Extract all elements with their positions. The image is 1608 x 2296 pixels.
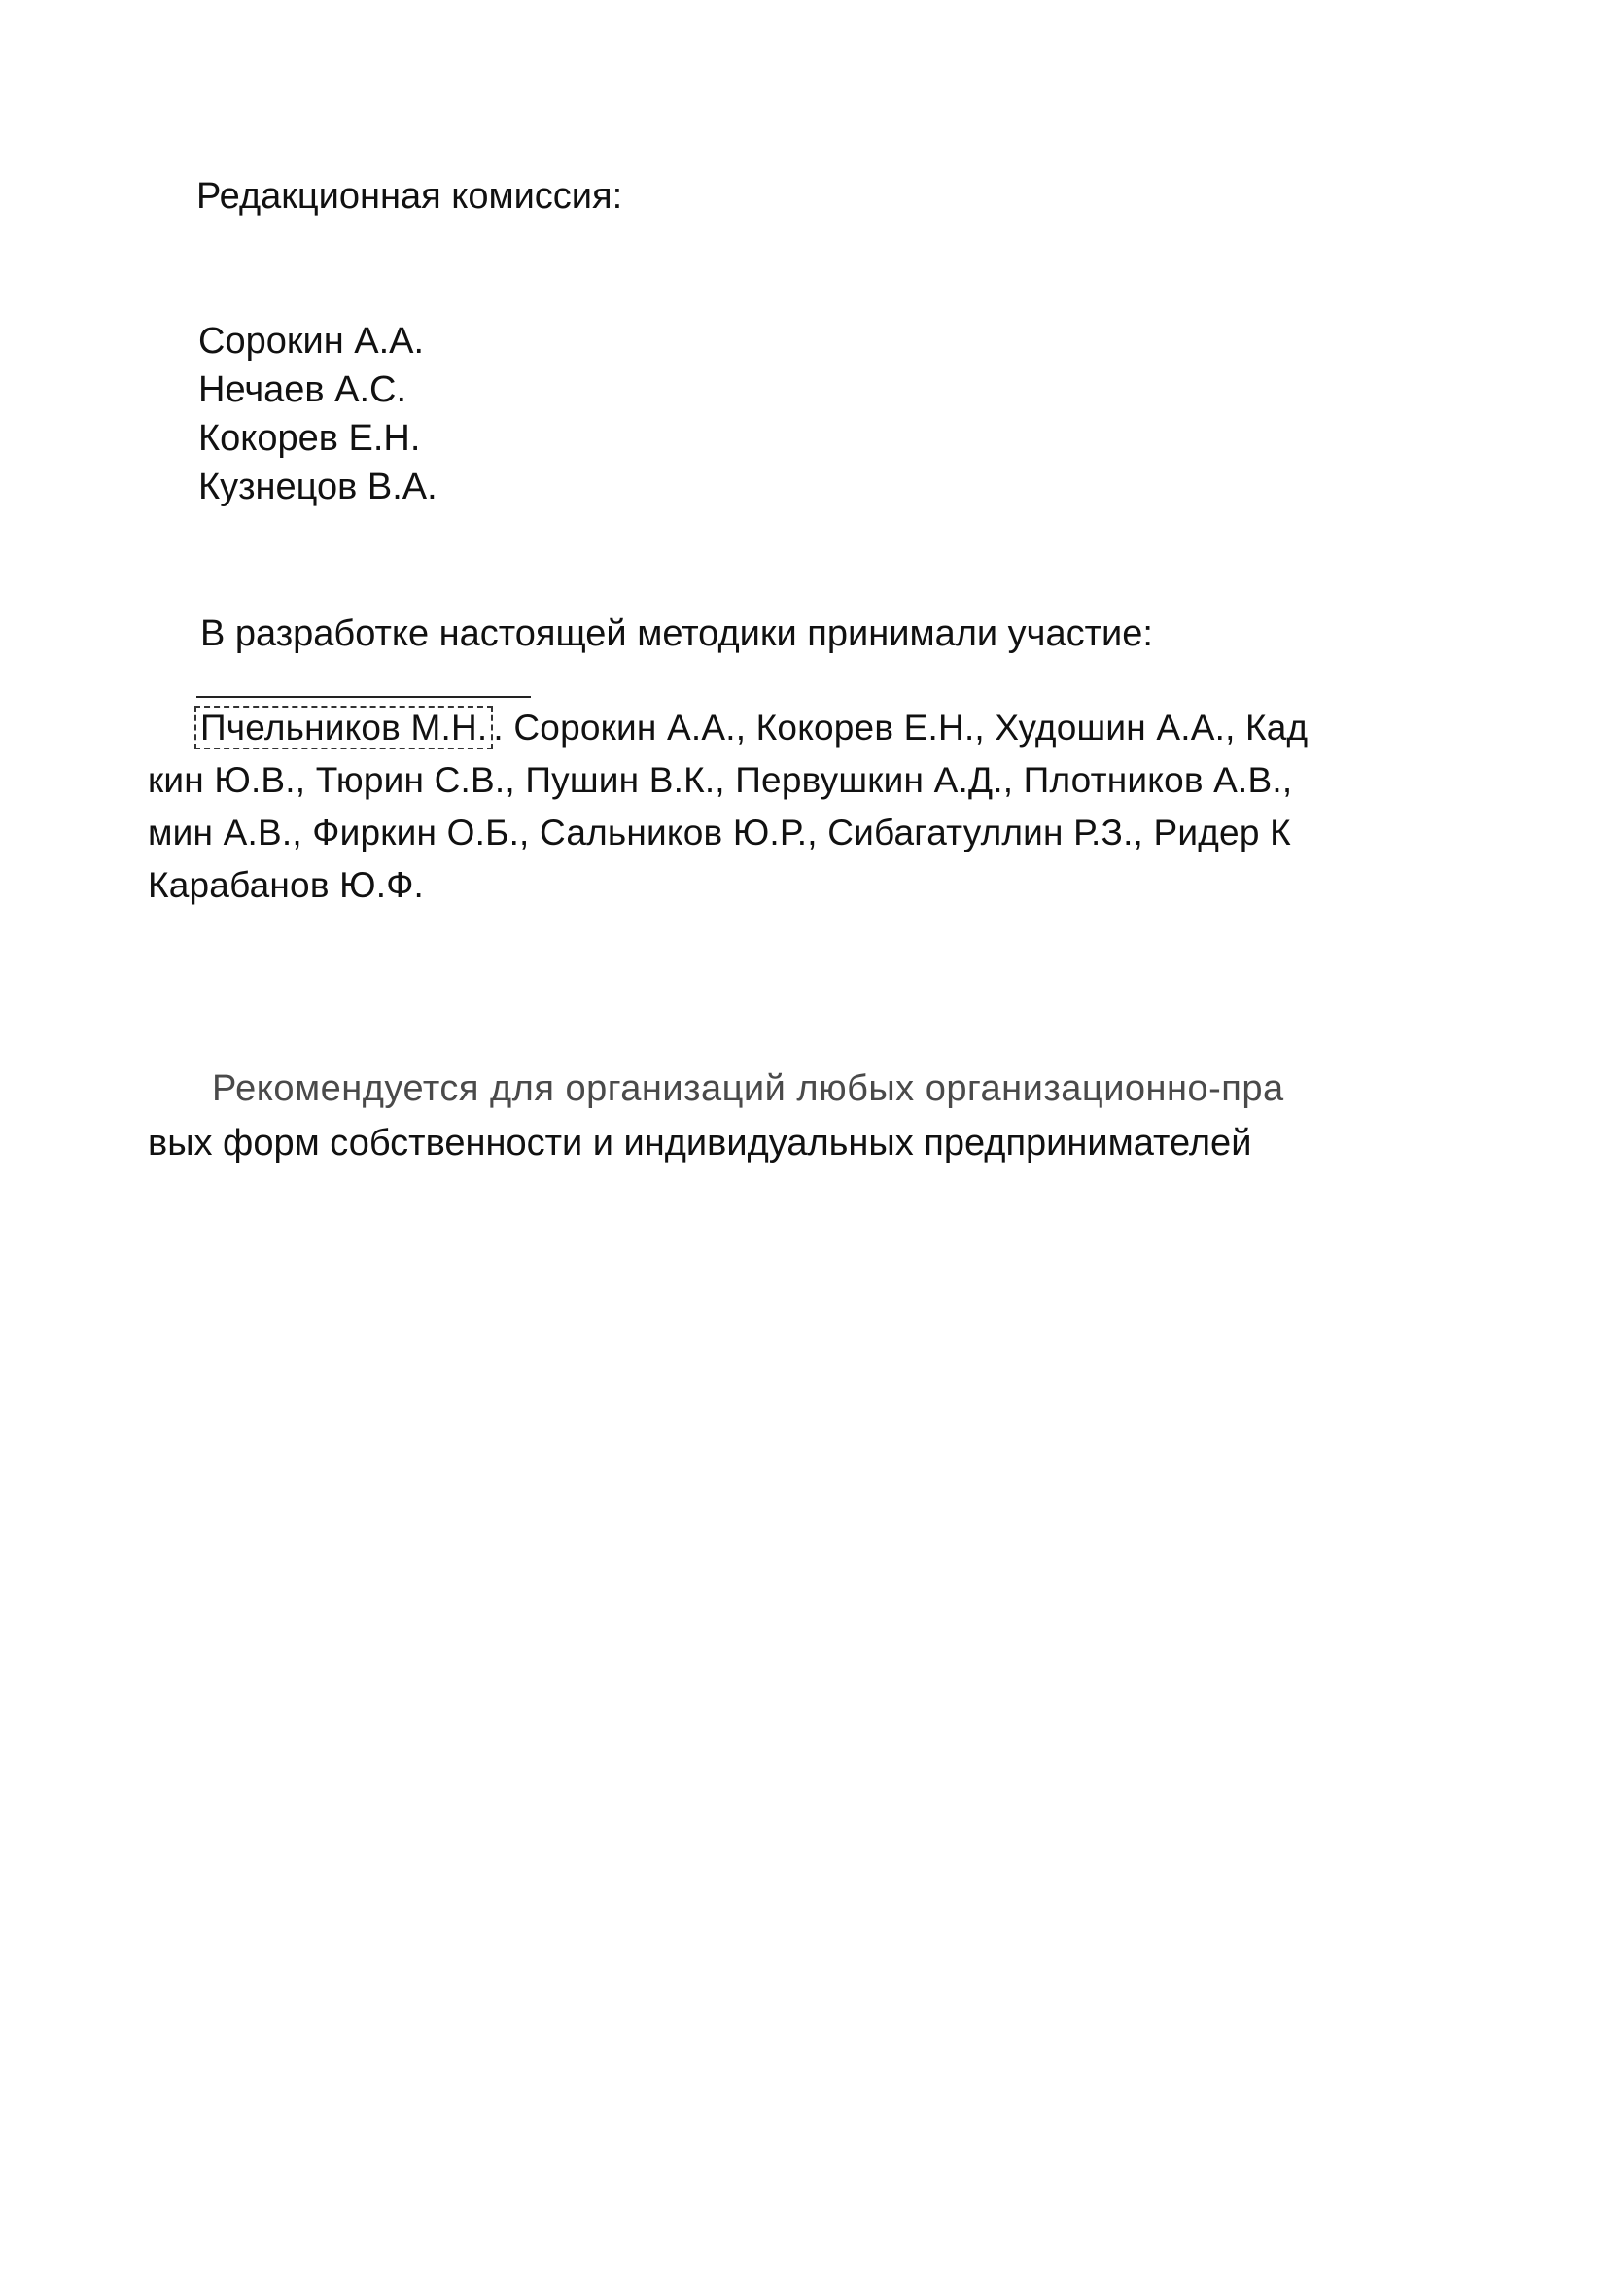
commission-members-list (198, 317, 437, 511)
participants-paragraph (148, 702, 1470, 912)
participants-line-1-rest: . Сорокин А.А., Кокорев Е.Н., Худошин А.А., Кад (493, 708, 1309, 748)
commission-member: Нечаев А.С. (198, 369, 407, 410)
participants-line-2: кин Ю.В., Тюрин С.В., Пушин В.К., Первушкин А.Д., Плотников А.В., (148, 760, 1293, 800)
recommendation-line-2: вых форм собственности и индивидуальных предпринимателей (148, 1123, 1252, 1164)
participants-line-4: Карабанов Ю.Ф. (148, 865, 425, 905)
participants-line-1 (148, 702, 1470, 754)
boxed-participant-name: Пчельников М.Н. (194, 706, 493, 749)
commission-member: Кузнецов В.А. (198, 467, 437, 507)
commission-member: Кокорев Е.Н. (198, 418, 421, 459)
recommendation-line-1: Рекомендуется для организаций любых организационно-пра (212, 1068, 1284, 1109)
commission-member: Сорокин А.А. (198, 321, 425, 362)
commission-heading: Редакционная комиссия: (196, 176, 623, 217)
recommendation-paragraph (148, 1061, 1480, 1170)
divider-line (196, 696, 531, 698)
participants-line-3: мин А.В., Фиркин О.Б., Сальников Ю.Р., Сибагатуллин Р.З., Ридер К (148, 813, 1291, 852)
participants-heading: В разработке настоящей методики принимали участие: (200, 613, 1153, 654)
